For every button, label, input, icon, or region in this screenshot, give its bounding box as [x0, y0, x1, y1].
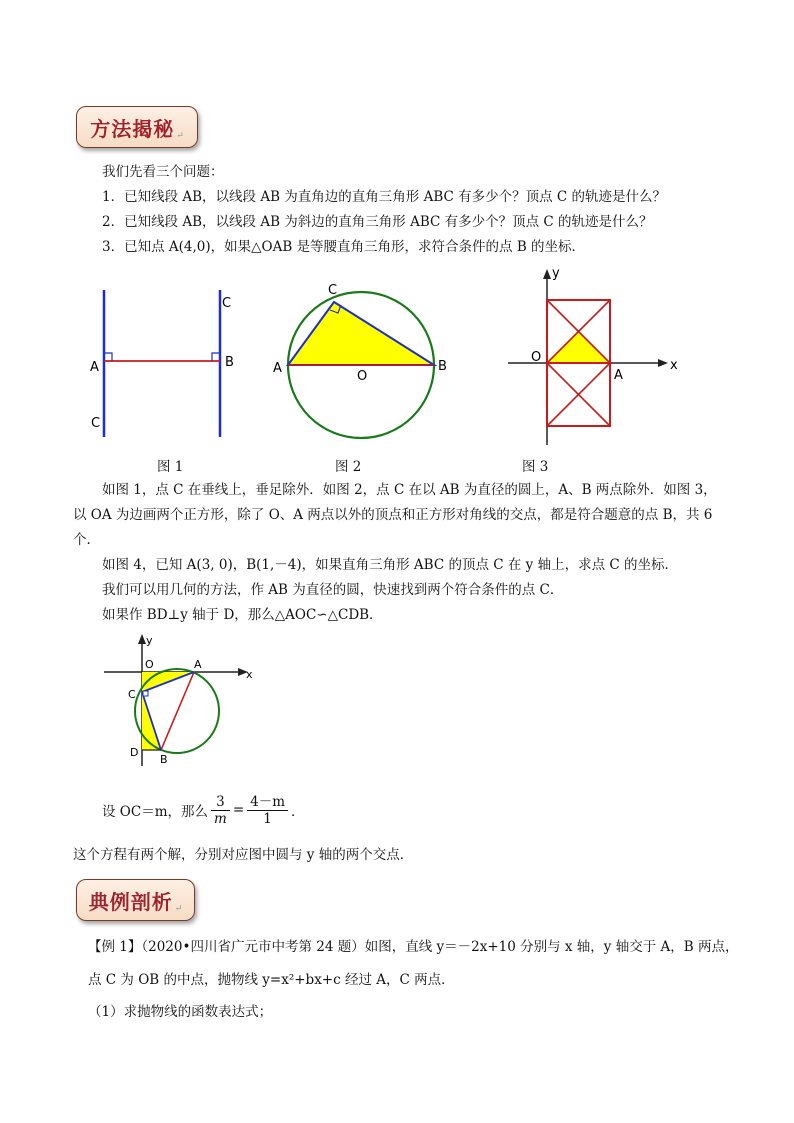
intro-text: 我们先看三个问题：: [102, 164, 224, 180]
figure-2-caption: 图 2: [335, 459, 362, 475]
question-3: 3．已知点 A(4,0)，如果△OAB 是等腰直角三角形，求符合条件的点 B 的坐标．: [102, 239, 586, 255]
paragraph-2: 如图 4，已知 A(3, 0)，B(1,－4)，如果直角三角形 ABC 的顶点 C 在 y 轴上，求点 C 的坐标．: [102, 557, 679, 573]
equation-line: [102, 790, 305, 830]
equation-prefix: 设 OC＝m，那么: [102, 804, 208, 820]
section-title: 方法揭秘: [90, 116, 175, 141]
fraction-left-denominator: m: [214, 810, 227, 827]
fig3-label-o: O: [531, 350, 542, 365]
paragraph-1-line-1: 如图 1，点 C 在垂线上，垂足除外．如图 2，点 C 在以 AB 为直径的圆上，A、B 两点除外．如图 3，: [102, 482, 717, 498]
fig1-label-b: B: [225, 355, 234, 370]
fig1-label-c-bottom: C: [91, 416, 101, 431]
fig3-yellow-triangle: [547, 332, 610, 364]
fig4-label-y: y: [146, 634, 153, 647]
equation-end: ．: [291, 804, 305, 820]
fig3-x-arrow: [658, 359, 668, 367]
fraction-right: [247, 794, 288, 827]
paragraph-1-line-3: 个．: [73, 532, 100, 548]
fig4-label-b: B: [160, 753, 168, 766]
figure-4: [100, 632, 260, 772]
fig2-label-o: O: [357, 369, 368, 384]
fig4-label-x: x: [246, 668, 253, 681]
paragraph-4: 如果作 BD⊥y 轴于 D，那么△AOC∽△CDB．: [102, 607, 383, 623]
section-badge-example: [76, 879, 195, 921]
figure-3: [500, 265, 690, 450]
fig1-label-c-top: C: [222, 296, 232, 311]
paragraph-mark: ↵: [176, 131, 184, 141]
fraction-right-denominator: 1: [263, 810, 272, 827]
example-line-3: （1）求抛物线的函数表达式；: [88, 1004, 273, 1020]
example-line-2: 点 C 为 OB 的中点，抛物线 y=x²+bx+c 经过 A，C 两点．: [88, 972, 455, 988]
fig1-label-a: A: [90, 360, 99, 375]
question-2: 2．已知线段 AB，以线段 AB 为斜边的直角三角形 ABC 有多少个？顶点 C 的轨迹是什么？: [102, 214, 653, 230]
fraction-left-numerator: 3: [211, 794, 230, 811]
paragraph-3: 我们可以用几何的方法，作 AB 为直径的圆，快速找到两个符合条件的点 C．: [102, 582, 564, 598]
paragraph-5: 这个方程有两个解，分别对应图中圆与 y 轴的两个交点．: [73, 847, 414, 863]
fig4-right-angle-c: [143, 691, 148, 696]
fig4-label-c: C: [128, 688, 136, 701]
fig4-label-a: A: [194, 658, 202, 671]
figure-1: [80, 285, 250, 445]
paragraph-1-line-2: 以 OA 为边画两个正方形，除了 O、A 两点以外的顶点和正方形对角线的交点，都是符合题意的点 B，共 6: [73, 507, 713, 523]
fig3-label-a: A: [614, 368, 623, 383]
fraction-right-numerator: 4－m: [247, 794, 288, 811]
figure-1-caption: 图 1: [157, 459, 184, 475]
fig3-label-x: x: [670, 358, 678, 373]
fig4-label-d: D: [130, 746, 139, 759]
equation-equals: =: [232, 802, 245, 818]
section-badge-method: [76, 106, 198, 148]
fig3-label-y: y: [552, 266, 560, 281]
example-line-1: 【例 1】（2020•四川省广元市中考第 24 题）如图，直线 y＝－2x+10 分别与 x 轴，y 轴交于 A，B 两点，: [88, 939, 739, 955]
fig2-label-b: B: [438, 359, 447, 374]
figure-2: [268, 280, 448, 445]
fig2-label-c: C: [328, 283, 338, 298]
fig2-label-a: A: [273, 361, 282, 376]
fig4-label-o: O: [145, 658, 154, 671]
fig4-y-arrow: [138, 634, 146, 644]
figure-3-caption: 图 3: [522, 459, 549, 475]
fraction-left: [211, 794, 230, 827]
question-1: 1．已知线段 AB，以线段 AB 为直角边的直角三角形 ABC 有多少个？顶点 C 的轨迹是什么？: [102, 189, 667, 205]
section-title: 典例剖析: [88, 889, 173, 914]
fig3-y-arrow: [543, 269, 551, 279]
paragraph-mark: ↵: [174, 904, 183, 914]
